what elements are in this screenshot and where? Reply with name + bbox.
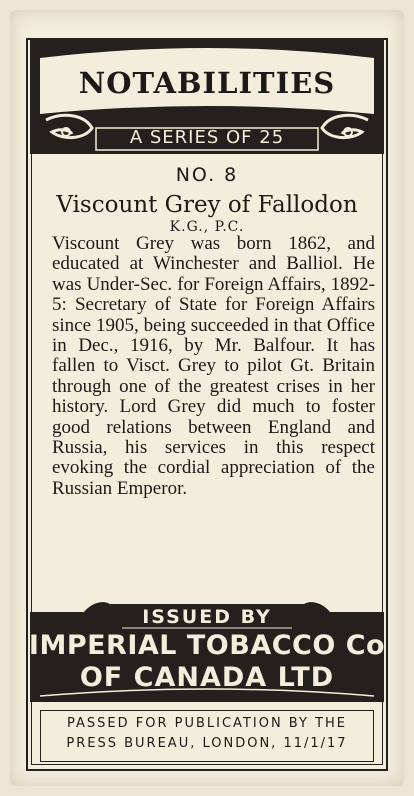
issued-by-label: ISSUED BY [142, 606, 272, 628]
censor-notice-line1: PASSED FOR PUBLICATION BY THE [66, 716, 348, 731]
series-subtitle: A SERIES OF 25 [129, 127, 285, 148]
censor-notice-line2: PRESS BUREAU, LONDON, 11/1/17 [66, 736, 348, 751]
subject-name: Viscount Grey of Fallodon [56, 192, 358, 218]
subject-honours: K.G., P.C. [169, 219, 245, 235]
biography-text: Viscount Grey was born 1862, and educated at Winchester and Balliol. He was Under-Sec. for Foreign Affairs, 1892-5: Secretary of State for Foreign Affairs since 1905, being succeeded in that Office in Dec., 1916, by Mr. Balfour. It has fallen to Visct. Grey to pilot Gt. Britain through one of the greatest crises in her history. Lord Grey did much to foster good relations between England and Russia, his services in this respect evoking the cordial appreciation of the Russian Emperor. [52, 233, 375, 499]
issuer-name-line1: IMPERIAL TOBACCO Co [28, 630, 386, 661]
issuer-name-line2: OF CANADA LTD [79, 662, 335, 693]
card-number: NO. 8 [175, 164, 239, 186]
series-title: NOTABILITIES [78, 66, 336, 100]
